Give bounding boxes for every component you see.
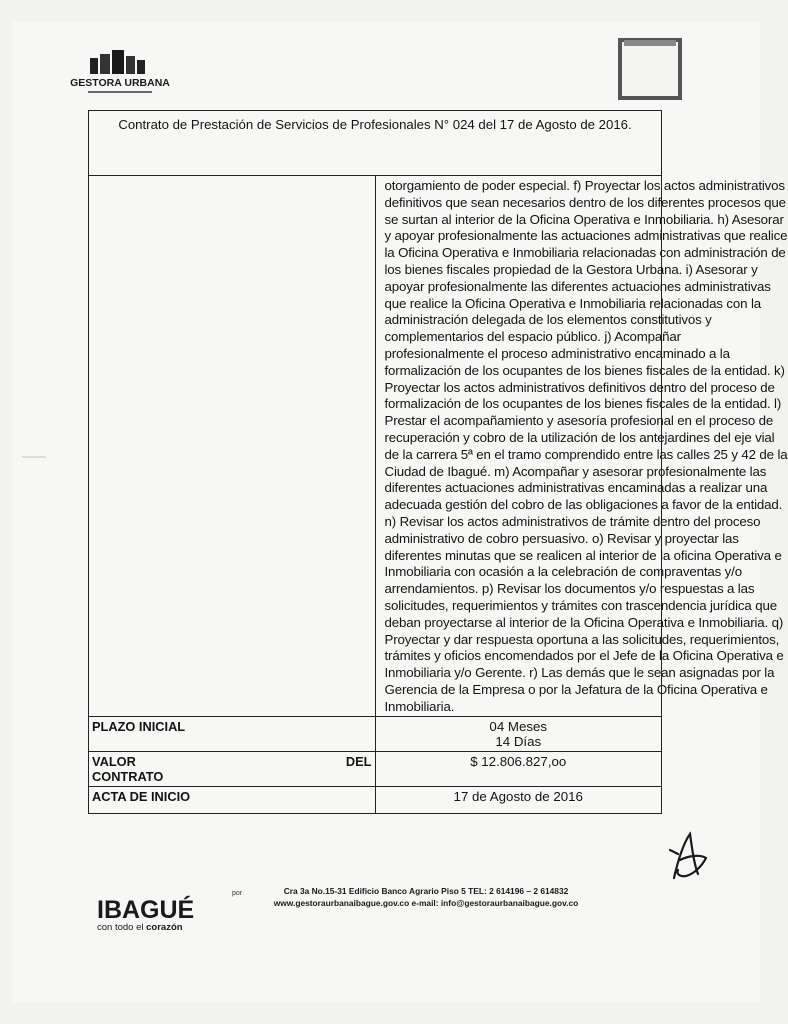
text-line: se surtan al interior de la Oficina Operativa e Inmobiliaria. h) Asesorar bbox=[384, 211, 784, 227]
text-line: que realice la Oficina Operativa e Inmobiliaria relacionadas con la bbox=[384, 295, 762, 311]
stamp-box bbox=[618, 38, 682, 100]
por-label: por bbox=[232, 890, 243, 897]
plazo-inicial-value bbox=[375, 716, 662, 751]
obligations-text bbox=[375, 176, 788, 717]
text-line: Prestar el acompañamiento y asesoría profesional en el proceso de bbox=[384, 413, 774, 429]
text-line: apoyar profesionalmente las diferentes actuaciones administrativas bbox=[384, 278, 771, 294]
text-line: administración delegada de los elementos constitutivos y bbox=[384, 312, 712, 328]
ibague-brand: IBAGUÉ bbox=[97, 896, 195, 924]
plazo-days: 14 Días bbox=[495, 733, 542, 749]
text-line: adecuada gestión del cobro de las obligaciones a favor de la entidad. bbox=[384, 497, 783, 513]
text-line: Proyectar los actos administrativos definitivos dentro del proceso de bbox=[384, 379, 775, 395]
text-line: trámites y oficios encomendados por el Jefe de la Oficina Operativa e bbox=[384, 648, 784, 664]
text-line: de la carrera 5ª en el tramo comprendido entre las calles 25 y 42 de la bbox=[384, 446, 788, 462]
footer-address-line: Cra 3a No.15-31 Edificio Banco Agrario Piso 5 TEL: 2 614196 – 2 614832 bbox=[283, 886, 569, 896]
text-line: los bienes fiscales propiedad de la Gestora Urbana. i) Asesorar y bbox=[384, 261, 758, 277]
contract-title: Contrato de Prestación de Servicios de Profesionales N° 024 del 17 de Agosto de 2016. bbox=[89, 111, 662, 176]
text-line: administrativo de cobro persuasivo. o) Revisar y proyectar las bbox=[384, 530, 739, 546]
text-line: Proyectar y dar respuesta oportuna a las solicitudes, requerimientos, bbox=[384, 631, 780, 647]
text-line: Ciudad de Ibagué. m) Acompañar y asesorar profesionalmente las bbox=[384, 463, 767, 479]
text-line: otorgamiento de poder especial. f) Proyectar los actos administrativos bbox=[384, 178, 785, 193]
text-line: profesionalmente el proceso administrativo encaminado a la bbox=[384, 345, 730, 361]
text-line: formalización de los ocupantes de los bienes fiscales de la entidad. l) bbox=[384, 396, 782, 412]
text-line: la Oficina Operativa e Inmobiliaria relacionadas con administración de bbox=[384, 245, 786, 261]
del-word: DEL bbox=[345, 753, 372, 769]
text-line: n) Revisar los actos administrativos de trámite dentro del proceso bbox=[384, 513, 761, 529]
text-line: Inmobiliaria con ocasión a la celebración de compraventas y/o bbox=[384, 564, 742, 580]
text-line: y apoyar profesionalmente las actuaciones administrativas que realice bbox=[384, 228, 788, 244]
contract-table bbox=[88, 110, 788, 814]
text-line: Gerencia de la Empresa o por la Jefatura de la Oficina Operativa e bbox=[384, 681, 768, 697]
plazo-months: 04 Meses bbox=[489, 718, 548, 734]
contrato-word: CONTRATO bbox=[92, 768, 164, 784]
acta-inicio-value: 17 de Agosto de 2016 bbox=[375, 786, 662, 813]
text-line: complementarios del espacio público. j) Acompañar bbox=[384, 329, 681, 345]
svg-text:GESTORA URBANA: GESTORA URBANA bbox=[70, 77, 170, 89]
text-line: Inmobiliaria. bbox=[384, 698, 455, 714]
tagline-bold: corazón bbox=[146, 922, 183, 933]
ibague-logo bbox=[95, 890, 243, 936]
tagline-plain: con todo el bbox=[97, 922, 147, 933]
footer-contact bbox=[226, 885, 626, 909]
description-label-cell bbox=[89, 176, 376, 717]
valor-label-line bbox=[92, 754, 372, 769]
text-line: definitivos que sean necesarios dentro de los diferentes procesos que bbox=[384, 194, 786, 210]
ibague-tagline bbox=[97, 922, 183, 933]
footer-web-line: www.gestoraurbanaibague.gov.co e-mail: info@gestoraurbanaibague.gov.co bbox=[273, 898, 579, 908]
text-line: formalización de los ocupantes de los bienes fiscales de la entidad. k) bbox=[384, 362, 785, 378]
text-line: Inmobiliaria y/o Gerente. r) Las demás que le sean asignadas por la bbox=[384, 665, 775, 681]
text-line: recuperación y cobro de la utilización de los antejardines del eje vial bbox=[384, 429, 775, 445]
text-line: diferentes minutas que se realicen al interior de la oficina Operativa e bbox=[384, 547, 782, 563]
plazo-inicial-label: PLAZO INICIAL bbox=[89, 716, 376, 751]
valor-word: VALOR bbox=[92, 753, 136, 769]
scan-mark bbox=[22, 456, 46, 458]
handwritten-signature bbox=[664, 830, 712, 884]
text-line: deban proyectarse al interior de la Oficina Operativa e Inmobiliaria. q) bbox=[384, 614, 784, 630]
acta-inicio-label: ACTA DE INICIO bbox=[89, 786, 376, 813]
valor-contrato-value: $ 12.806.827,oo bbox=[375, 751, 662, 786]
valor-contrato-label bbox=[89, 751, 376, 786]
text-line: arrendamientos. p) Revisar los documentos y/o respuestas a las bbox=[384, 581, 755, 597]
gestora-urbana-logo bbox=[70, 50, 170, 100]
text-line: solicitudes, requerimientos y trámites con trascendencia jurídica que bbox=[384, 597, 777, 613]
text-line: diferentes actuaciones administrativas encaminadas a realizar una bbox=[384, 480, 768, 496]
stamp-label bbox=[624, 40, 676, 46]
